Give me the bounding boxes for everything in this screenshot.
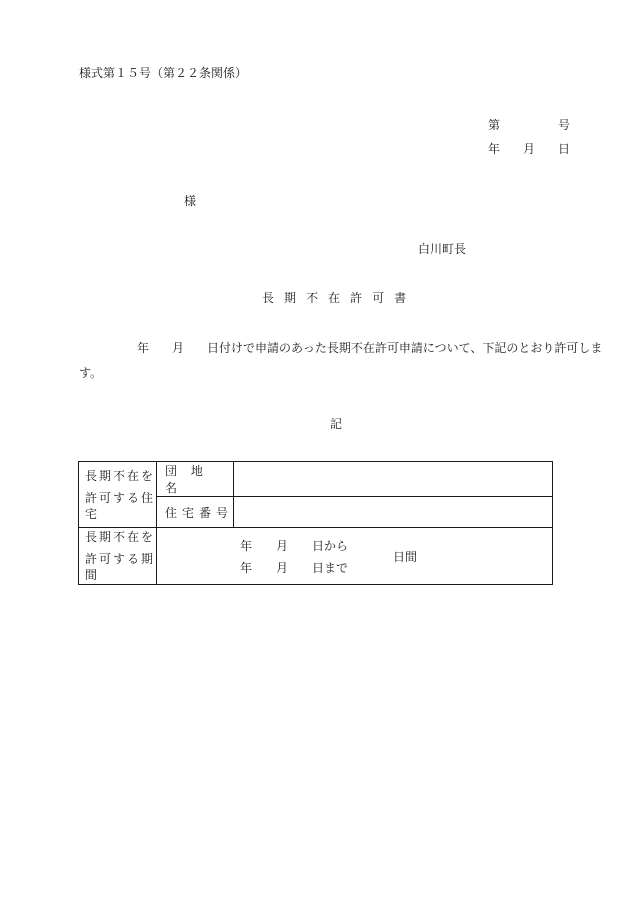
housing-complex-value <box>234 462 553 497</box>
addressee-honorific: 様 <box>184 194 197 208</box>
ki-heading: 記 <box>330 417 343 431</box>
housing-number-value <box>234 497 553 528</box>
from-month: 月 <box>276 539 289 553</box>
permit-table <box>78 461 553 585</box>
form-number: 様式第１５号（第２２条関係） <box>79 66 248 80</box>
title-char: 書 <box>394 291 407 305</box>
title-char: 不 <box>306 291 319 305</box>
residence-label-line-1: 長期不在を <box>85 468 156 483</box>
title-char: 許 <box>350 291 363 305</box>
period-label-line-1: 長期不在を <box>85 530 156 544</box>
period-value-cell <box>157 528 553 585</box>
document-number-prefix: 第 <box>488 118 501 132</box>
body-text-line-1: 日付けで申請のあった長期不在許可申請について、下記のとおり許可しま <box>207 341 603 355</box>
issuer-name: 白川町長 <box>418 242 467 256</box>
to-day: 日まで <box>312 561 349 575</box>
housing-number-label-cell <box>157 497 234 528</box>
residence-label-line-2: 許可する住宅 <box>85 490 156 521</box>
housing-complex-label: 団 地 名 <box>165 464 208 495</box>
issue-date-month: 月 <box>523 142 536 156</box>
period-label-cell <box>79 528 157 585</box>
issue-date-year: 年 <box>488 142 501 156</box>
body-text-line-2: す。 <box>79 366 103 380</box>
title-char: 在 <box>328 291 341 305</box>
period-label-line-2: 許可する期間 <box>85 552 156 582</box>
body-year: 年 <box>137 341 150 355</box>
issue-date-day: 日 <box>558 142 571 156</box>
document-number-suffix: 号 <box>558 118 571 132</box>
to-month: 月 <box>276 561 289 575</box>
total-days-label: 日間 <box>393 550 418 564</box>
document-title <box>262 291 416 305</box>
to-year: 年 <box>240 561 253 575</box>
title-char: 長 <box>262 291 275 305</box>
residence-label-cell <box>79 462 157 528</box>
from-year: 年 <box>240 539 253 553</box>
from-day: 日から <box>312 539 349 553</box>
housing-complex-label-cell <box>157 462 234 497</box>
body-month: 月 <box>172 341 185 355</box>
housing-number-label: 住宅番号 <box>165 505 234 520</box>
title-char: 可 <box>372 291 385 305</box>
title-char: 期 <box>284 291 297 305</box>
